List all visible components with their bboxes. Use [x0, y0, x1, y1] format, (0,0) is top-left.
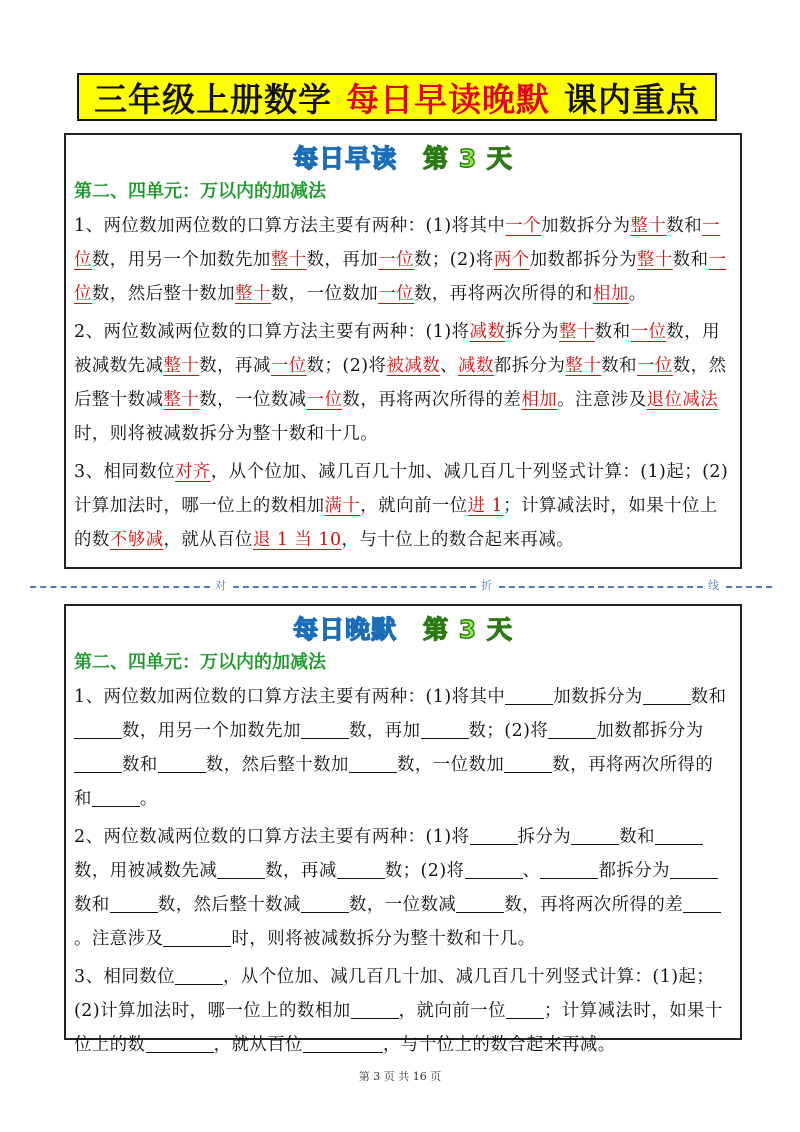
banner-topic: 课内重点: [564, 79, 700, 119]
blank[interactable]: [337, 858, 385, 879]
morning-title: [66, 141, 740, 177]
answer: 整十: [630, 216, 667, 236]
evening-paragraph-3: 3、相同数位 ，从个位加、减几百几十加、减几百几十列竖式计算：(1)起；(2)计算加法时，哪一位上的数相加 ，就向前一位 ；计算减法时，如果十位上的数 ，就从百位 ，与十位上的数合起来再减。: [74, 960, 730, 1062]
answer: 整十: [565, 356, 602, 376]
fold-dash: [30, 586, 210, 588]
fold-dash: [499, 586, 703, 588]
answer: 减数: [469, 322, 506, 342]
blank[interactable]: [505, 684, 553, 705]
blank[interactable]: [670, 858, 718, 879]
blank[interactable]: [217, 858, 265, 879]
answer: 两个: [493, 250, 530, 270]
fold-dash: [726, 586, 772, 588]
page-footer: 第 3 页 共 16 页: [358, 1070, 442, 1083]
banner-series: 每日早读晚默: [346, 79, 550, 119]
blank[interactable]: [470, 824, 518, 845]
answer: 整十: [163, 356, 200, 376]
blank[interactable]: [163, 926, 231, 947]
answer: 整十: [163, 390, 200, 410]
blank[interactable]: [456, 892, 504, 913]
evening-dictation-panel: [64, 604, 742, 1055]
blank[interactable]: [303, 1032, 383, 1053]
morning-paragraph-3: 3、相同数位对齐，从个位加、减几百几十加、减几百几十列竖式计算：(1)起；(2)计算加法时，哪一位上的数相加满十，就向前一位进 1；计算减法时，如果十位上的数不够减，就从百位退 1 当 10，与十位上的数合起来再减。: [74, 462, 729, 550]
fold-label-3: 线: [708, 579, 719, 592]
blank[interactable]: [110, 892, 158, 913]
fold-label-1: 对: [215, 579, 226, 592]
blank[interactable]: [158, 752, 206, 773]
answer: 对齐: [175, 462, 211, 482]
morning-paragraph-1: 1、两位数加两位数的口算方法主要有两种：(1)将其中一个加数拆分为整十数和一位数，用另一个加数先加整十数，再加一位数；(2)将两个加数都拆分为整十数和一位数，然后整十数加整十数，一位数加一位数，再将两次所得的和相加。: [74, 216, 727, 304]
morning-reading-panel: [64, 133, 742, 569]
morning-unit-heading: 第二、四单元：万以内的加减法: [74, 181, 326, 202]
answer: 一位: [306, 390, 343, 410]
blank[interactable]: [655, 824, 703, 845]
blank[interactable]: [349, 752, 397, 773]
banner-grade: 三年级上册数学: [94, 79, 332, 119]
blank[interactable]: [506, 998, 544, 1019]
evening-title: [66, 612, 740, 648]
answer: 整十: [235, 284, 271, 304]
answer: 一位: [637, 356, 673, 376]
morning-title-text: 每日早读: [293, 144, 398, 173]
blank[interactable]: [74, 718, 122, 739]
answer: 一位: [630, 322, 667, 342]
answer: 一位: [378, 284, 414, 304]
answer: 相加: [592, 284, 629, 304]
answer: 相加: [521, 390, 558, 410]
answer: 整十: [270, 250, 307, 270]
answer: 整十: [636, 250, 673, 270]
blank[interactable]: [421, 718, 469, 739]
answer: 一位: [378, 250, 414, 270]
answer: 满十: [324, 496, 361, 516]
fold-dash: [233, 586, 476, 588]
blank[interactable]: [548, 718, 596, 739]
fold-label-2: 折: [481, 579, 492, 592]
blank[interactable]: [146, 1032, 214, 1053]
page-banner: [77, 73, 717, 121]
answer: 减数: [458, 356, 494, 376]
blank[interactable]: [175, 964, 223, 985]
blank[interactable]: [465, 858, 523, 879]
morning-day: 第 3 天: [423, 144, 513, 173]
answer: 进 1: [467, 496, 504, 516]
evening-day: 第 3 天: [423, 615, 513, 644]
blank[interactable]: [92, 786, 140, 807]
blank[interactable]: [643, 684, 691, 705]
blank[interactable]: [301, 718, 349, 739]
answer: 一位: [270, 356, 307, 376]
answer: 一个: [505, 216, 542, 236]
answer: 退位减法: [646, 390, 719, 410]
evening-paragraph-1: 1、两位数加两位数的口算方法主要有两种：(1)将其中 加数拆分为 数和数，用另一个加数先加 数，再加 数；(2)将 加数都拆分为数和 数，然后整十数加 数，一位数加 数，再将两次所得的和 。: [74, 680, 730, 816]
morning-paragraph-2: 2、两位数减两位数的口算方法主要有两种：(1)将减数拆分为整十数和一位数，用被减数先减整十数，再减一位数；(2)将被减数、减数都拆分为整十数和一位数，然后整十数减整十数，一位数减一位数，再将两次所得的差相加。注意涉及退位减法时，则将被减数拆分为整十数和十几。: [74, 322, 727, 444]
answer: 被减数: [386, 356, 441, 376]
blank[interactable]: [74, 752, 122, 773]
evening-title-text: 每日晚默: [293, 615, 398, 644]
answer: 整十: [559, 322, 595, 342]
answer: 不够减: [109, 530, 164, 550]
evening-unit-heading: 第二、四单元：万以内的加减法: [74, 652, 326, 673]
blank[interactable]: [540, 858, 598, 879]
answer: 一位: [74, 250, 727, 304]
blank[interactable]: [683, 892, 721, 913]
blank[interactable]: [504, 752, 552, 773]
blank[interactable]: [571, 824, 619, 845]
blank[interactable]: [351, 998, 399, 1019]
answer: 一位: [74, 216, 721, 270]
blank[interactable]: [301, 892, 349, 913]
answer: 退 1 当 10: [252, 530, 342, 550]
fold-line: [30, 577, 772, 597]
evening-paragraph-2: 2、两位数减两位数的口算方法主要有两种：(1)将 拆分为 数和数，用被减数先减 数，再减 数；(2)将 、 都拆分为数和 数，然后整十数减 数，一位数减 数，再将两次所得的差。注意涉及 时，则将被减数拆分为整十数和十几。: [74, 820, 730, 956]
